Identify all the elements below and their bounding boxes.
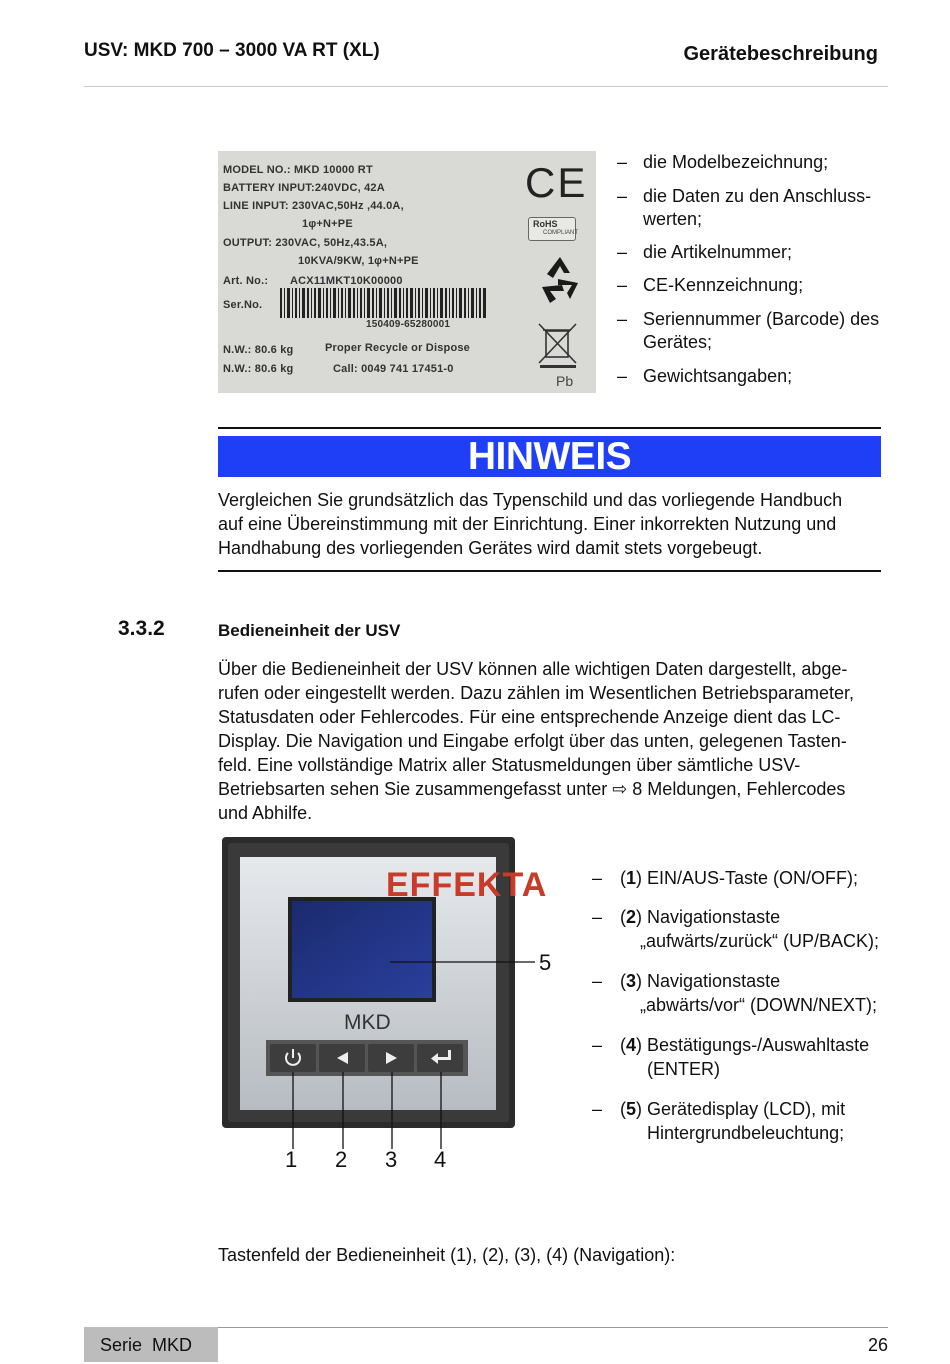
legend-continuation: Hintergrundbeleuchtung; (647, 1123, 845, 1143)
dash: – (592, 868, 603, 888)
dash: – (617, 275, 628, 295)
plate-recycle: Proper Recycle or Dispose (325, 342, 471, 354)
panel-model-label: MKD (344, 1011, 391, 1034)
dash: – (592, 907, 603, 927)
legend-text (620, 1034, 869, 1057)
plate-model: MODEL NO.: MKD 10000 RT (223, 164, 373, 176)
callout-number: 2 (335, 1147, 348, 1172)
footer-series: Serie MKD (100, 1335, 193, 1355)
legend-text (620, 1098, 845, 1121)
legend-label: ) Bestätigungs-/Auswahltaste (636, 1035, 870, 1055)
plate-art-label: Art. No.: (223, 275, 269, 287)
notice-line: Handhabung des vorliegenden Gerätes wird damit stets vorgebeugt. (218, 538, 763, 558)
header-divider (84, 86, 888, 87)
dash: – (617, 309, 628, 329)
legend-continuation: „abwärts/vor“ (DOWN/NEXT); (640, 995, 878, 1015)
legend-number: 3 (626, 971, 637, 991)
rohs-compliant: COMPLIANT (543, 230, 579, 236)
section-number: 3.3.2 (118, 617, 165, 640)
barcode (280, 288, 488, 318)
notice-text (218, 488, 842, 560)
legend-label: ) Navigationstaste (636, 971, 781, 991)
footer-divider (218, 1327, 888, 1328)
recycle-icon (534, 253, 586, 305)
plate-battery: BATTERY INPUT:240VDC, 42A (223, 182, 385, 194)
notice-top-rule (218, 427, 881, 429)
plate-call: Call: 0049 741 17451-0 (333, 363, 454, 375)
dash: – (617, 186, 628, 206)
plate-weight-1: N.W.: 80.6 kg (223, 344, 294, 356)
body-line: feld. Eine vollständige Matrix aller Statusmeldungen über sämtliche USV- (218, 755, 801, 775)
list-item-text: die Daten zu den Anschluss- (643, 186, 872, 206)
list-item-text: Gerätes; (643, 332, 713, 352)
dash: – (592, 971, 603, 991)
document-title: USV: MKD 700 – 3000 VA RT (XL) (84, 40, 380, 61)
legend-text (620, 970, 780, 993)
callout-number: 3 (385, 1147, 398, 1172)
notice-heading: HINWEIS (218, 436, 881, 477)
dash: – (592, 1099, 603, 1119)
list-item-text: Gewichtsangaben; (643, 366, 793, 386)
section-title: Bedieneinheit der USV (218, 621, 401, 640)
list-item-text: die Modelbezeichnung; (643, 152, 829, 172)
keypad-caption: Tastenfeld der Bedieneinheit (1), (2), (3), (4) (Navigation): (218, 1245, 676, 1265)
body-line: Display. Die Navigation und Eingabe erfolgt über das unten, gelegenen Tasten- (218, 731, 847, 751)
rohs-badge (528, 217, 579, 241)
ce-mark: CE (525, 159, 588, 206)
list-item-text: werten; (643, 209, 703, 229)
callout-number: 4 (434, 1147, 447, 1172)
plate-line-phase: 1φ+N+PE (302, 218, 353, 230)
list-item-text: CE-Kennzeichnung; (643, 275, 804, 295)
plate-barcode-number: 150409-65280001 (366, 319, 451, 330)
dash: – (617, 242, 628, 262)
list-item-text: Seriennummer (Barcode) des (643, 309, 880, 329)
plate-ser-label: Ser.No. (223, 299, 263, 311)
body-line: und Abhilfe. (218, 803, 313, 823)
type-plate-photo (218, 151, 596, 393)
legend-label: ) Navigationstaste (636, 907, 781, 927)
legend-number: 4 (626, 1035, 637, 1055)
weee-bin-icon (536, 321, 580, 369)
rohs-label: RoHS (533, 219, 558, 229)
legend-text (620, 906, 780, 929)
legend-continuation: (ENTER) (647, 1059, 720, 1079)
plate-weight-2: N.W.: 80.6 kg (223, 363, 294, 375)
body-line: Statusdaten oder Fehlercodes. Für eine entsprechende Anzeige dient das LC- (218, 707, 841, 727)
legend-label: ) EIN/AUS-Taste (ON/OFF); (636, 868, 859, 888)
pb-mark: Pb (556, 373, 574, 389)
body-line: rufen oder eingestellt werden. Dazu zählen im Wesentlichen Betriebsparameter, (218, 683, 855, 703)
plate-art-value: ACX11MKT10K00000 (290, 275, 403, 287)
plate-output-power: 10KVA/9KW, 1φ+N+PE (298, 255, 419, 267)
notice-line: auf eine Übereinstimmung mit der Einrichtung. Einer inkorrekten Nutzung und (218, 514, 837, 534)
brand-logo: EFFEKTA (386, 866, 548, 904)
dash: – (617, 152, 628, 172)
list-item-text: die Artikelnummer; (643, 242, 793, 262)
callout-number: 5 (539, 950, 552, 975)
paren: ( (620, 971, 626, 991)
legend-label: ) Gerätedisplay (LCD), mit (636, 1099, 846, 1119)
chapter-title: Gerätebeschreibung (683, 43, 878, 65)
body-line: Über die Bedieneinheit der USV können alle wichtigen Daten dargestellt, abge- (218, 659, 848, 679)
plate-line-input: LINE INPUT: 230VAC,50Hz ,44.0A, (223, 200, 404, 212)
lcd-display (292, 901, 432, 998)
body-line: Betriebsarten sehen Sie zusammengefasst unter ⇨ 8 Meldungen, Fehlercodes (218, 779, 846, 799)
legend-text (620, 867, 858, 890)
paren: ( (620, 868, 626, 888)
legend-number: 1 (626, 868, 637, 888)
page-number: 26 (867, 1335, 888, 1355)
legend-number: 5 (626, 1099, 637, 1119)
notice-line: Vergleichen Sie grundsätzlich das Typenschild und das vorliegende Handbuch (218, 490, 843, 510)
callout-number: 1 (285, 1147, 298, 1172)
dash: – (592, 1035, 603, 1055)
paren: ( (620, 1099, 626, 1119)
section-body (218, 657, 854, 825)
notice-bottom-rule (218, 570, 881, 572)
legend-number: 2 (626, 907, 637, 927)
plate-output: OUTPUT: 230VAC, 50Hz,43.5A, (223, 237, 388, 249)
legend-continuation: „aufwärts/zurück“ (UP/BACK); (640, 931, 880, 951)
paren: ( (620, 1035, 626, 1055)
dash: – (617, 366, 628, 386)
paren: ( (620, 907, 626, 927)
